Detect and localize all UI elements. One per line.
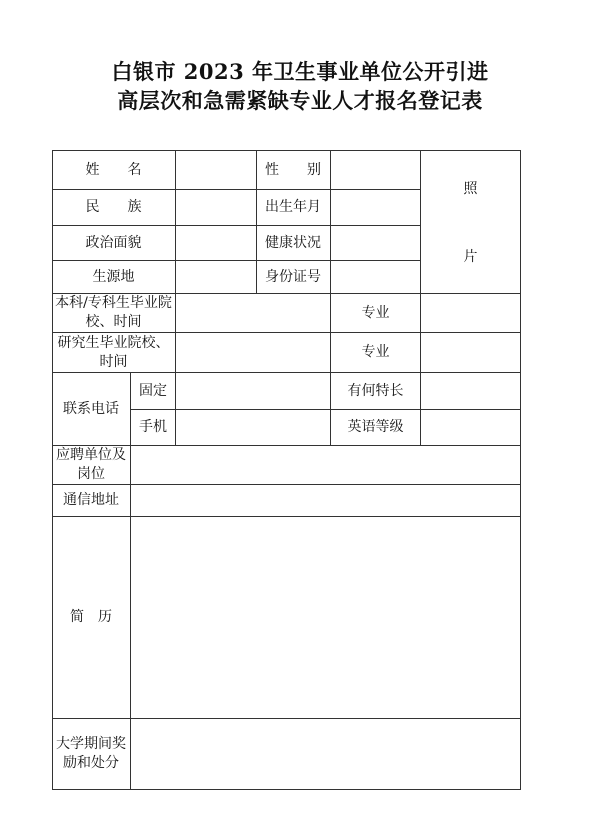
label-political-status: 政治面貌 [85, 234, 142, 251]
grad-school-input[interactable] [176, 333, 330, 372]
major-1-input[interactable] [421, 294, 520, 332]
landline-input[interactable] [176, 373, 330, 409]
mobile-input[interactable] [176, 410, 330, 445]
label-applied-position: 应聘单位及岗位 [56, 447, 126, 482]
birth-date-input[interactable] [331, 190, 420, 225]
label-ethnicity: 民 族 [85, 199, 142, 215]
major-2-input[interactable] [421, 333, 520, 372]
label-landline: 固定 [139, 382, 167, 399]
photo-label-bottom: 片 [463, 248, 478, 265]
label-rewards-penalties: 大学期间奖励和处分 [56, 736, 126, 771]
label-birth-date: 出生年月 [265, 199, 321, 215]
resume-input[interactable] [131, 517, 520, 718]
table-border-bottom [52, 789, 521, 790]
place-of-origin-input[interactable] [176, 261, 256, 293]
health-status-input[interactable] [331, 226, 420, 260]
english-level-input[interactable] [421, 410, 520, 445]
label-major-1: 专业 [361, 304, 390, 321]
label-health-status: 健康状况 [265, 234, 321, 251]
label-name: 姓 名 [85, 161, 142, 178]
form-title-line2: 高层次和急需紧缺专业人才报名登记表 [117, 88, 483, 113]
id-number-input[interactable] [331, 261, 420, 293]
specialty-input[interactable] [421, 373, 520, 409]
gender-input[interactable] [331, 151, 420, 189]
applied-position-input[interactable] [131, 446, 520, 484]
label-mobile: 手机 [139, 419, 167, 435]
photo-label-top: 照 [463, 180, 478, 197]
rewards-penalties-input[interactable] [131, 719, 520, 789]
label-place-of-origin: 生源地 [92, 268, 135, 285]
label-phone: 联系电话 [63, 400, 119, 417]
label-grad-school: 研究生毕业院校、时间 [57, 334, 170, 370]
label-specialty: 有何特长 [347, 382, 404, 399]
photo-slot[interactable] [421, 151, 520, 293]
name-input[interactable] [176, 151, 256, 189]
undergrad-school-input[interactable] [176, 294, 330, 332]
label-major-2: 专业 [361, 344, 390, 360]
label-gender: 性 别 [265, 161, 321, 178]
form-title-line1: 白银市 2023 年卫生事业单位公开引进 [111, 59, 489, 84]
label-resume: 简 历 [70, 609, 112, 625]
label-undergrad-school: 本科/专科生毕业院校、时间 [55, 295, 172, 330]
ethnicity-input[interactable] [176, 190, 256, 225]
political-status-input[interactable] [176, 226, 256, 260]
label-id-number: 身份证号 [265, 268, 321, 285]
mailing-address-input[interactable] [131, 485, 520, 516]
label-english-level: 英语等级 [347, 419, 404, 435]
table-border-right [520, 150, 521, 790]
label-mailing-address: 通信地址 [63, 492, 119, 508]
registration-form-table [52, 150, 521, 790]
